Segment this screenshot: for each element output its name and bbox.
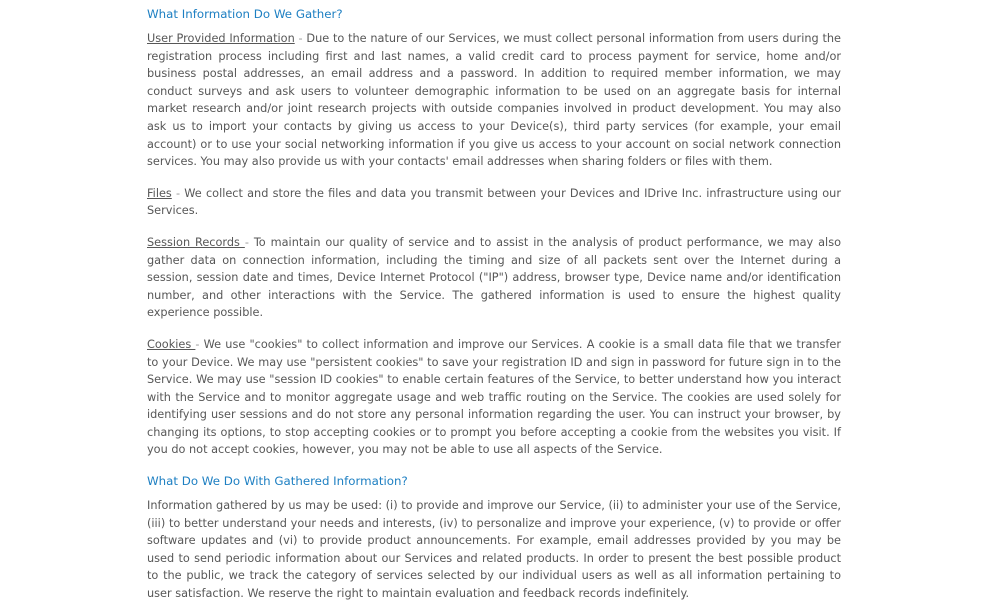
session-records-text: To maintain our quality of service and to assist in the analysis of product performance, we may also gather data on connection information, including the timing and size of all packets sent over the Internet during a session, session date and times, Device Internet Protocol ("IP") address, browser type, Device name and/or identification number, and other interactions with the Service. The gathered information is used to ensure the highest quality experience possible. [147,235,841,320]
paragraph-files [147,185,841,220]
user-provided-information-text: Due to the nature of our Services, we must collect personal information from users during the registration process including first and last names, a valid credit card to process payment for service, home and/or business postal addresses, an email address and a password. In addition to required member information, we may conduct surveys and ask users to volunteer demographic information to be used on an aggregate basis for internal market research and/or joint research projects with outside companies involved in product development. You may also ask us to import your contacts by giving us access to your Device(s), third party services (for example, your email account) or to use your social networking information if you give us access to your account on social network connection services. You may also provide us with your contacts' email addresses when sharing folders or files with them. [147,32,841,169]
policy-content [147,6,841,600]
term-separator: - [294,32,307,45]
term-cookies: Cookies [147,337,196,351]
term-separator: - [195,337,204,351]
paragraph-cookies [147,336,841,459]
section-heading-use: What Do We Do With Gathered Information? [147,474,408,489]
term-separator: - [244,235,254,249]
cookies-text: We use "cookies" to collect information and improve our Services. A cookie is a small data file that we transfer to your Device. We may use "persistent cookies" to save your registration ID and sign in password for future sign in to the Service. We may use "session ID cookies" to enable certain features of the Service, to better understand how you interact with the Service and to monitor aggregate usage and web traffic routing on the Service. The cookies are used solely for identifying user sessions and do not store any personal information regarding the user. You can instruct your browser, by changing its options, to stop accepting cookies or to prompt you before accepting a cookie from the websites you visit. If you do not accept cookies, however, you may not be able to use all aspects of the Service. [147,337,842,457]
paragraph-user-provided-information [147,30,841,171]
paragraph-information-use: Information gathered by us may be used: (i) to provide and improve our Service, (ii) to administer your use of the Service, (iii) to better understand your needs and interests, (iv) to personalize and improve your experience, (v) to provide or offer software updates and (vi) to provide product announcements. For example, email addresses provided by you may be used to send periodic information about our Services and related products. In order to present the best possible product to the public, we track the category of services selected by our individual users as well as all information pertaining to user satisfaction. We reserve the right to maintain evaluation and feedback records indefinitely. [147,499,841,600]
section-heading-gather: What Information Do We Gather? [147,7,343,21]
paragraph-session-records [147,234,841,322]
term-separator: - [171,186,185,200]
files-text: We collect and store the files and data you transmit between your Devices and IDrive Inc. infrastructure using our Services. [147,186,841,218]
term-user-provided-information: User Provided Information [147,32,295,45]
term-session-records: Session Records [147,235,245,249]
term-files: Files [147,186,172,200]
